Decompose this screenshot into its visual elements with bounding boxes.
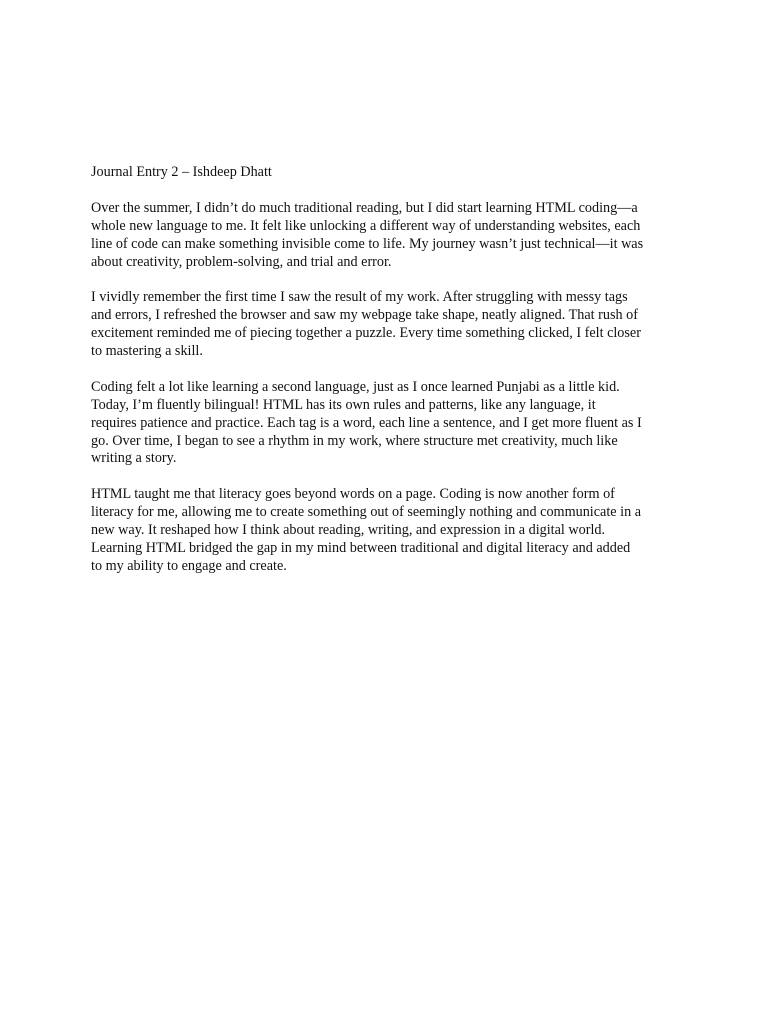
document-body bbox=[91, 164, 681, 594]
text-line: line of code can make something invisible come to life. My journey wasn’t just technical—it was bbox=[91, 235, 644, 252]
text-line: whole new language to me. It felt like unlocking a different way of understanding websites, each bbox=[91, 217, 641, 234]
text-line: to my ability to engage and create. bbox=[91, 557, 287, 574]
text-line: writing a story. bbox=[91, 450, 177, 467]
paragraph-4 bbox=[91, 486, 681, 576]
document-title: Journal Entry 2 – Ishdeep Dhatt bbox=[91, 164, 272, 180]
text-line: HTML taught me that literacy goes beyond words on a page. Coding is now another form of bbox=[91, 486, 615, 503]
text-line: Today, I’m fluently bilingual! HTML has its own rules and patterns, like any language, it bbox=[91, 396, 596, 413]
text-line: literacy for me, allowing me to create something out of seemingly nothing and communicate in a bbox=[91, 504, 642, 521]
text-line: about creativity, problem-solving, and trial and error. bbox=[91, 253, 392, 270]
text-line: excitement reminded me of piecing together a puzzle. Every time something clicked, I felt closer bbox=[91, 325, 641, 342]
paragraph-1 bbox=[91, 200, 681, 272]
text-line: Learning HTML bridged the gap in my mind between traditional and digital literacy and added bbox=[91, 539, 631, 556]
text-line: Coding felt a lot like learning a second language, just as I once learned Punjabi as a little kid. bbox=[91, 378, 620, 395]
text-line: to mastering a skill. bbox=[91, 343, 203, 360]
text-line: new way. It reshaped how I think about reading, writing, and expression in a digital world. bbox=[91, 522, 606, 539]
text-line: go. Over time, I began to see a rhythm in my work, where structure met creativity, much like bbox=[91, 432, 618, 449]
paragraph-3 bbox=[91, 379, 681, 469]
text-line: Over the summer, I didn’t do much traditional reading, but I did start learning HTML coding—a bbox=[91, 199, 638, 216]
paragraph-2 bbox=[91, 289, 681, 361]
text-line: requires patience and practice. Each tag is a word, each line a sentence, and I get more fluent as I bbox=[91, 414, 642, 431]
text-line: I vividly remember the first time I saw the result of my work. After struggling with messy tags bbox=[91, 289, 628, 306]
text-line: and errors, I refreshed the browser and saw my webpage take shape, neatly aligned. That rush of bbox=[91, 307, 638, 324]
